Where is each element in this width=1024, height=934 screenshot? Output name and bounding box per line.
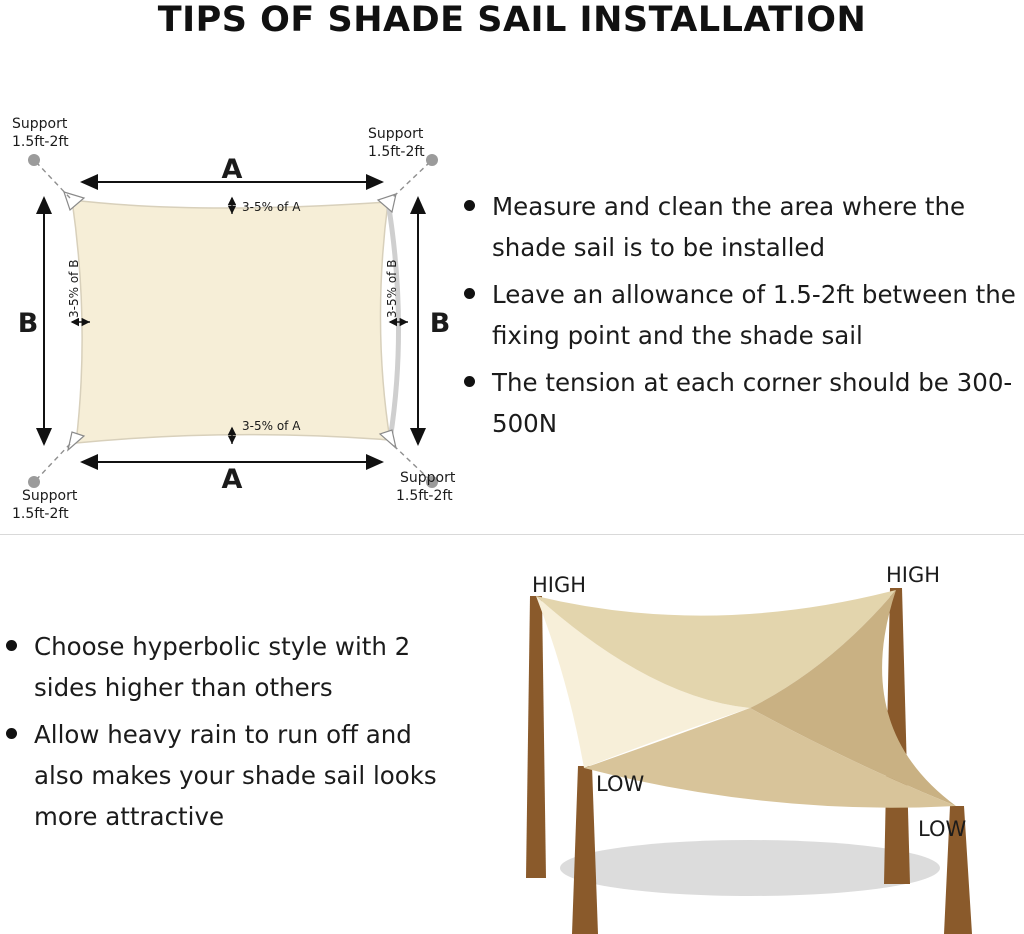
list-item [4,714,444,837]
tip-text: Allow heavy rain to run off and also makes your shade sail looks more attractive [34,720,437,831]
label-low-right: LOW [918,817,967,841]
tips-top-list [462,186,1022,450]
list-item [462,186,1022,268]
pole-high-left [526,596,546,878]
label-high-left: HIGH [532,573,587,597]
label-high-right: HIGH [886,563,941,587]
tip-text: The tension at each corner should be 300-500N [492,368,1013,438]
support-label-br-line1: Support [400,470,456,486]
tip-text: Choose hyperbolic style with 2 sides higher than others [34,632,411,702]
list-item [462,362,1022,444]
dimension-b-right: B [429,308,451,339]
curve-top-label: 3-5% of A [242,200,301,214]
list-item [4,626,444,708]
support-label-tl-line1: Support [12,116,68,132]
sail-outline-hint [388,202,399,440]
curve-right-label: 3-5% of B [385,259,399,318]
label-low-left: LOW [596,772,645,796]
page-title: TIPS OF SHADE SAIL INSTALLATION [157,0,867,40]
support-label-bl-line1: Support [22,488,78,504]
sail-shape [72,200,390,443]
curve-bottom-label: 3-5% of A [242,419,301,433]
rectangular-sail-diagram [0,110,470,520]
ground-shadow [560,840,940,896]
support-label-tl-line2: 1.5ft-2ft [12,134,69,150]
section-divider [0,534,1024,535]
hyperbolic-sail-diagram [450,548,1024,934]
dimension-b-left: B [17,308,39,339]
curve-left-label: 3-5% of B [67,259,81,318]
dimension-a-bottom: A [221,464,243,495]
pole-low-left [572,766,598,934]
support-label-bl-line2: 1.5ft-2ft [12,506,69,520]
tip-text: Leave an allowance of 1.5-2ft between the fixing point and the shade sail [492,280,1016,350]
dimension-a-top: A [221,154,243,185]
support-label-br-line2: 1.5ft-2ft [396,488,453,504]
tips-bottom-list [4,626,444,843]
tip-text: Measure and clean the area where the shade sail is to be installed [492,192,966,262]
support-label-tr-line1: Support [368,126,424,142]
list-item [462,274,1022,356]
support-label-tr-line2: 1.5ft-2ft [368,144,425,160]
